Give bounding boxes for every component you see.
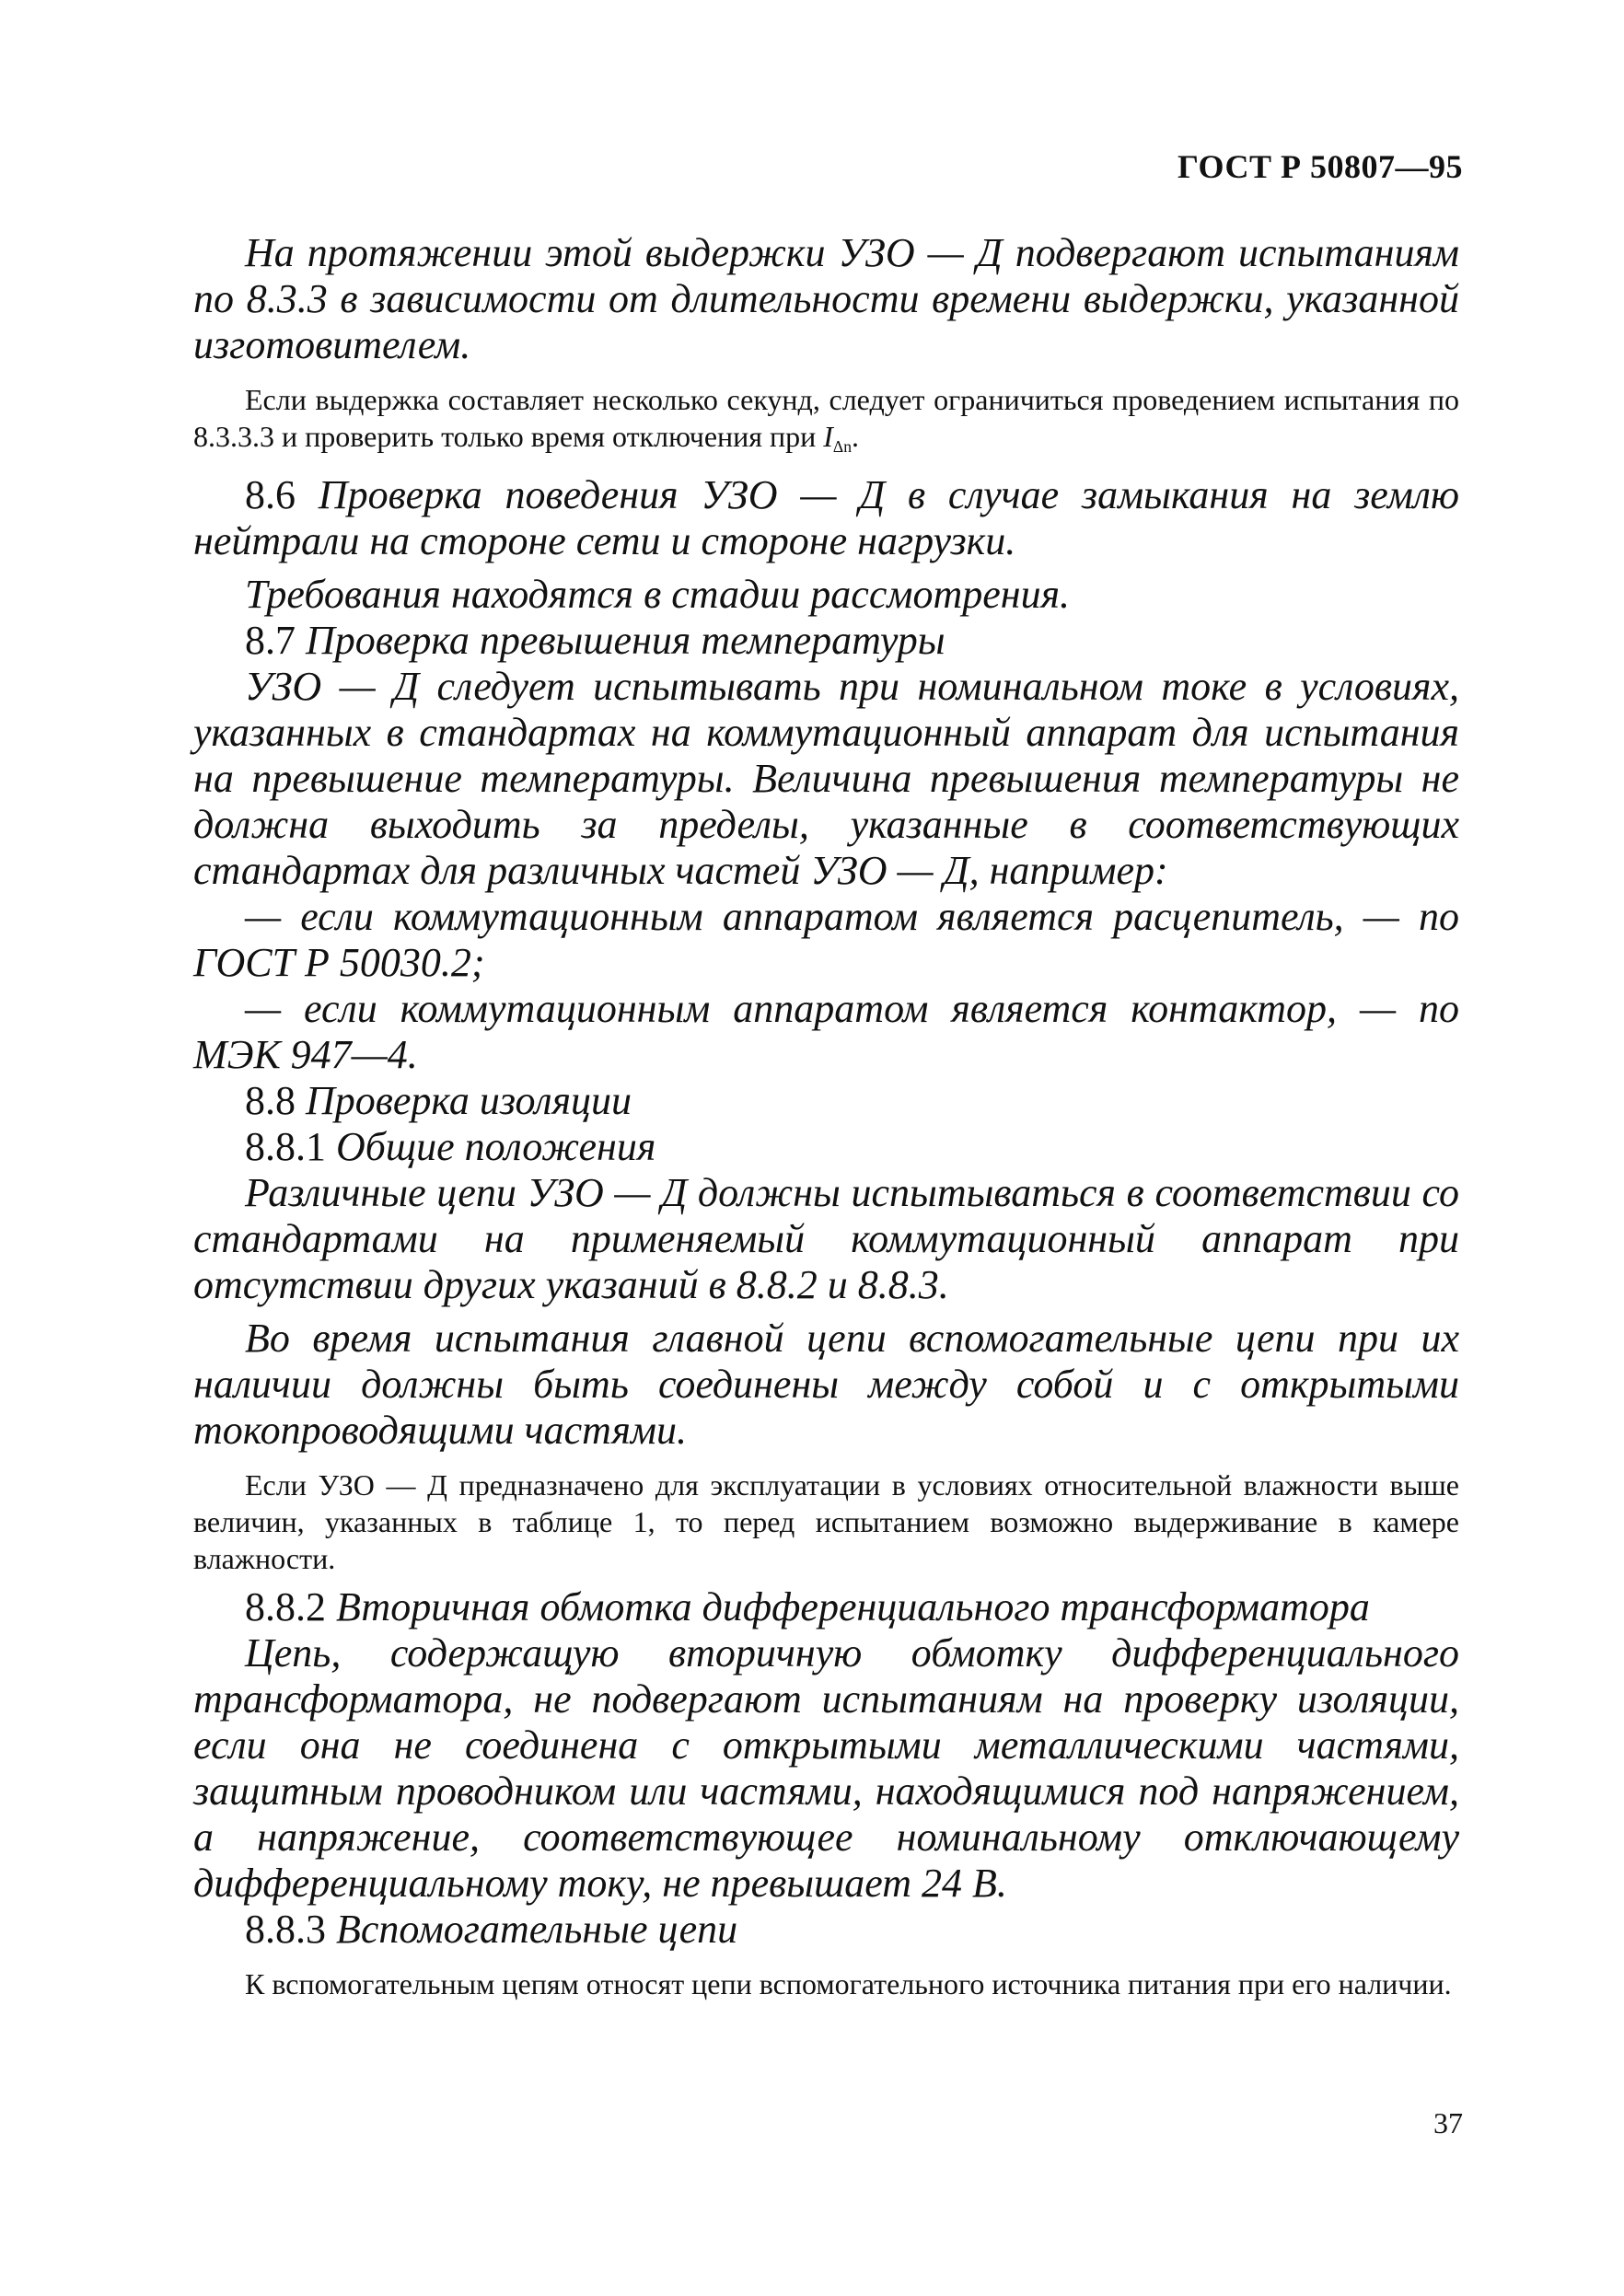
paragraph-temperature-rise: УЗО — Д следует испытывать при номинальном токе в условиях, указанных в стандартах на коммутационный аппарат для испытания на превышение температуры. Величина превышения температуры не должна выходить за пределы, указанные в соответствующих стандартах для различных частей УЗО — Д, например: — [193, 664, 1459, 894]
heading-8-8-2-number: 8.8.2 — [245, 1584, 326, 1630]
paragraph-humidity: Если УЗО — Д предназначено для эксплуатации в условиях относительной влажности выше величин, указанных в таблице 1, то перед испытанием возможно выдерживание в камере влажности. — [193, 1468, 1459, 1576]
standard-header: ГОСТ Р 50807—95 — [1177, 148, 1463, 185]
paragraph-secondary-winding: Цепь, содержащую вторичную обмотку дифференциального трансформатора, не подвергают испытаниям на проверку изоляции, если она не соединена с открытыми металлическими частями, защитным проводником или частями, находящимися под напряжением, а напряжение, соответствующее номинальному отключающему дифференциальному току, не превышает 24 В. — [193, 1630, 1459, 1907]
heading-8-8-2-title: Вторичная обмотка дифференциального трансформатора — [336, 1584, 1370, 1630]
heading-8-7-number: 8.7 — [245, 618, 296, 664]
heading-8-8-title: Проверка изоляции — [306, 1078, 632, 1124]
list-item-contactor: — если коммутационным аппаратом является контактор, — по МЭК 947—4. — [193, 986, 1459, 1078]
page-content — [193, 230, 1459, 2002]
paragraph-few-seconds — [193, 381, 1459, 465]
heading-8-7-title: Проверка превышения температуры — [306, 618, 945, 664]
heading-8-8-3-number: 8.8.3 — [245, 1907, 326, 1953]
heading-8-8-1-number: 8.8.1 — [245, 1124, 326, 1170]
page-number: 37 — [1433, 2106, 1463, 2139]
paragraph-auxiliary-definition: К вспомогательным цепям относят цепи вспомогательного источника питания при его наличии. — [245, 1967, 1452, 2001]
heading-8-8-3 — [193, 1907, 1459, 1953]
heading-8-7 — [193, 618, 1459, 664]
heading-8-8-3-title: Вспомогательные цепи — [336, 1907, 738, 1953]
heading-8-8 — [193, 1078, 1459, 1124]
paragraph-few-seconds-end: . — [852, 420, 860, 453]
heading-8-6-number: 8.6 — [245, 472, 296, 518]
heading-8-6 — [193, 472, 1459, 564]
heading-8-6-title: Проверка поведения УЗО — Д в случае замыкания на землю нейтрали на стороне сети и стороне нагрузки. — [193, 472, 1460, 564]
heading-8-8-2 — [193, 1584, 1459, 1630]
paragraph-under-review: Требования находятся в стадии рассмотрения. — [245, 572, 1071, 618]
paragraph-few-seconds-text: Если выдержка составляет несколько секунд, следует ограничиться проведением испытания по 8.3.3.3 и проверить только время отключения при — [193, 383, 1459, 453]
heading-8-8-1 — [193, 1124, 1459, 1170]
paragraph-exposure-tests: На протяжении этой выдержки УЗО — Д подвергают испытаниям по 8.3.3 в зависимости от длительности времени выдержки, указанной изготовителем. — [193, 230, 1459, 367]
heading-8-8-number: 8.8 — [245, 1078, 296, 1124]
current-subscript: Δn — [832, 437, 853, 457]
paragraph-circuits-tested: Различные цепи УЗО — Д должны испытываться в соответствии со стандартами на применяемый коммутационный аппарат при отсутствии других указаний в 8.8.2 и 8.8.3. — [193, 1170, 1459, 1308]
current-symbol: I — [823, 420, 833, 453]
paragraph-auxiliary-connected: Во время испытания главной цепи вспомогательные цепи при их наличии должны быть соединены между собой и с открытыми токопроводящими частями. — [193, 1316, 1459, 1454]
heading-8-8-1-title: Общие положения — [336, 1124, 656, 1170]
list-item-release: — если коммутационным аппаратом является расцепитель, — по ГОСТ Р 50030.2; — [193, 894, 1459, 986]
